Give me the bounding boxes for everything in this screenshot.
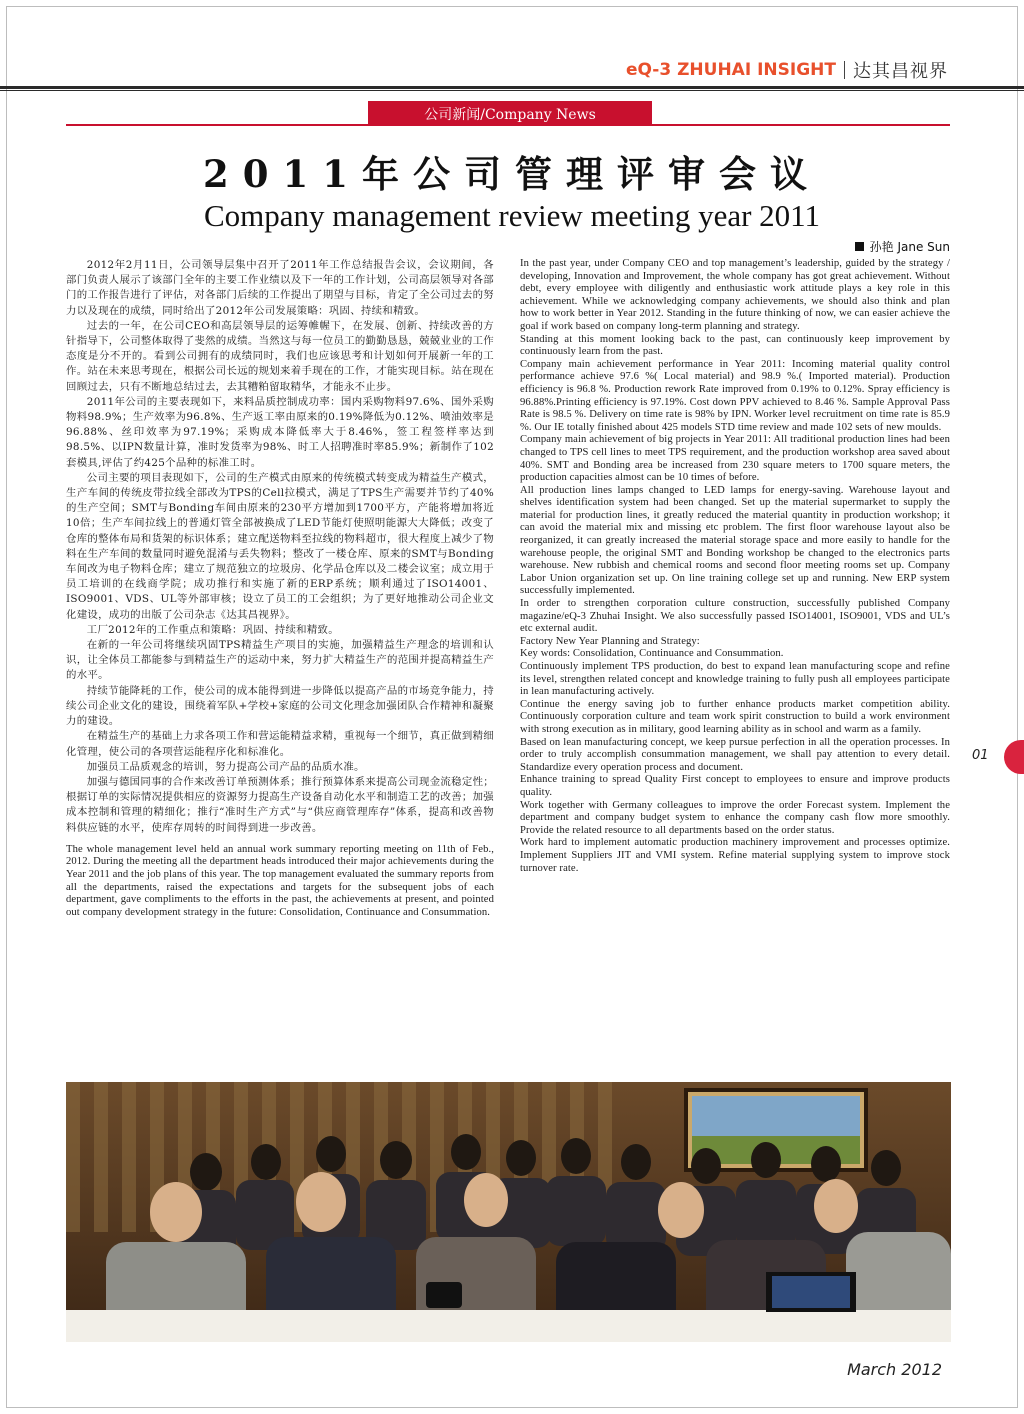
byline-square-icon [855,242,864,251]
en-paragraph: Factory New Year Planning and Strategy: [520,635,700,647]
cn-paragraph: 加强员工品质观念的培训，努力提高公司产品的品质水准。 [86,760,365,773]
en-paragraph: In the past year, under Company CEO and top management’s leadership, guided by the strategy / developing, Innovation and Improvement, the whole company has got great achievement. Without debt, every employee with diligently and enthusiastic work attitude plays a key role in this achievement. While we acknowledging company achievements, we should also think and plan how to work better in Year 2012. Standing in the future thinking of now, we can easier achieve the goal if work based on company long-term planning and strategy. [520,258,950,332]
en-paragraph: Based on lean manufacturing concept, we keep pursue perfection in all the operation processes. In order to truly accomplish consummation management, we shall pay attention to every detail. Standardize every operation process and document. [520,736,950,773]
en-summary-paragraph: The whole management level held an annual work summary reporting meeting on 11th of Feb., 2012. During the meeting all the department heads introduced their major achievements during the Year 2011 and the job plans of this year. The top management evaluated the summary reports from all the departments, raised the expectations and targets for the subsequent jobs of each department, gave compliments to the efforts in the past, the achievements at present, and pointed out company development strategy in the future: Consolidation, Continuance and Consummation. [66,843,494,918]
header-divider [844,61,845,79]
en-paragraph: Continue the energy saving job to further enhance products market competition ability. Continuously corporation culture and team work spirit construction to build a work environment with strong execution as in military, good learning ability as in school and warm as a family. [520,698,950,735]
en-paragraph: Company main achievement performance in Year 2011: Incoming material quality control performance achieve 97.6 %( Local material) and 98.9 %.( Imported material). Production efficiency is 96.8 %. Production rework Rate improved from 0.19% to 0.12%. Spray efficiency is 96.88%.Printing efficiency is 97.19%. Cost down PPV achieved to 8.46 %. Sample Approval Pass Rate is 98.5 %. Delivery on time rate is 98% by IPN. Worker level recruitment on time rate is 85.9 %. Our IE totally finished about 425 models STD time review and made 102 sets of new moulds. [520,358,950,433]
cn-paragraph: 加强与德国同事的合作来改善订单预测体系；推行预算体系来提高公司现金流稳定性；根据订单的实际情况提供相应的资源努力提高生产设备自动化水平和制造工艺的改善；加强成本控制和管理的精细化；推行“准时生产方式”与“供应商管理库存”体系，提高和改善物料供应链的水平，使库存周转的时间得到进一步改善。 [66,775,494,834]
brand-en: eQ-3 ZHUHAI INSIGHT [626,60,836,80]
author: 孙艳 Jane Sun [869,240,950,254]
cn-paragraph: 持续节能降耗的工作，使公司的成本能得到进一步降低以提高产品的市场竞争能力，持续公司企业文化的建设，围绕着军队+学校+家庭的公司文化理念加强团队合作精神和凝聚力的建设。 [66,684,494,728]
meeting-photo [66,1082,951,1342]
left-column [66,258,494,1072]
en-paragraph: All production lines lamps changed to LED lamps for energy-saving. Warehouse layout and shelves identification system had been changed. Set up the material supermarket to supply the material for production lines, it greatly reduced the material quantity in production workshop; it can avoid the material mix and missing etc problem. The first floor warehouse layout also be reorganized, it can greatly increased the material storage space and more easily to handle for the warehouse people, the original SMT and Bonding workshop be changed to the electronics parts warehouse. New rubbish and chemical rooms and second floor meeting rooms set up. Company Labor Union organization set up. On line training college set up and running. New ERP system successfully implemented. [520,484,950,597]
footer-date: March 2012 [847,1360,942,1379]
cn-paragraph: 2011年公司的主要表现如下，来料品质控制成功率：国内采购物料97.6%、国外采购物料98.9%；生产效率为96.8%、生产返工率由原来的0.19%降低为0.12%、喷油效率是96.88%、丝印效率为97.19%；采购成本降低率大于8.46%，签工程签样率达到98.5%、以IPN数量计算，准时发货率为98%、时工人招聘准时率85.9%；新制作了102套模具,评估了约425个品种的标准工时。 [66,395,494,469]
cn-paragraph: 在新的一年公司将继续巩固TPS精益生产项目的实施，加强精益生产理念的培训和认识，让全体员工都能参与到精益生产的运动中来，努力扩大精益生产的范围并提高精益生产的水平。 [66,639,494,682]
en-paragraph: Standing at this moment looking back to the past, can continuously keep improvement by continuously learn from the past. [520,333,950,358]
brand-cn: 达其昌视界 [853,61,948,82]
en-paragraph: Work hard to implement automatic production machinery improvement and processes optimize. Implement Suppliers JIT and VMI system. Refine material supplying system to improve stock turnover rate. [520,837,950,874]
meeting-photo-illustration [66,1082,951,1342]
cn-paragraph: 在精益生产的基础上力求各项工作和营运能精益求精，重视每一个细节，真正做到精细化管理，使公司的各项营运能程序化和标准化。 [66,730,494,758]
en-paragraph: In order to strengthen corporation culture construction, successfully published Company magazine/eQ-3 Zhuhai Insight. We also successfully passed ISO14001, ISO9001, VDS and UL’s etc external audit. [520,598,950,635]
en-paragraph: Work together with Germany colleagues to improve the order Forecast system. Implement the department and company budget system to enhance the company cash flow more smoothly. Provide the related resource to all departments based on the order status. [520,799,950,836]
page-header [626,58,948,82]
page-number: 01 [972,748,989,763]
header-rule [0,86,1024,89]
right-column [520,258,950,1072]
cn-paragraph: 公司主要的项目表现如下，公司的生产模式由原来的传统模式转变成为精益生产模式，生产车间的传统皮带拉线全部改为TPS的Cell拉模式，满足了TPS生产需要并节约了40%的生产空间；SMT与Bonding车间由原来的230平方增加到1700平方，产能将增加将近10倍；生产车间拉线上的普通灯管全部被换成了LED节能灯使照明能源大大降低；改变了仓库的整体布局和货架的标识体系；建立配送物料至拉线的物料超市，很大程度上减少了物料在生产车间的数量同时避免混淆与丢失物料；整改了一楼仓库、原来的SMT与Bonding车间改为电子物料仓库；建立了规范独立的垃圾房、化学品仓库以及二楼会议室；成立用于员工培训的在线商学院；成功推行和实施了新的ERP系统；顺利通过了ISO14001、ISO9001、VDS、UL等外部审核；设立了员工的工会组织；为了更好地推动公司企业文化建设，成功的出版了公司杂志《达其昌视界》。 [66,471,494,621]
cn-paragraph: 2012年2月11日，公司领导层集中召开了2011年工作总结报告会议，会议期间，各部门负责人展示了该部门全年的主要工作业绩以及下一年的工作计划，公司高层领导对各部门的工作报告进行了评估，对各部门后续的工作提出了期望与目标，肯定了全公司过去的努力以及现在的成绩，同时给出了2012年公司发展策略：巩固、持续和精致。 [66,259,494,317]
en-paragraph: Enhance training to spread Quality First concept to employees to ensure and improve products quality. [520,774,950,798]
en-paragraph: Continuously implement TPS production, do best to expand lean manufacturing scope and refine its level, strengthen related concept and knowledge training to fully push all employees participate in lean manufacturing actively. [520,661,950,698]
en-paragraph: Key words: Consolidation, Continuance and Consummation. [520,648,784,660]
cn-paragraph: 工厂2012年的工作重点和策略：巩固、持续和精致。 [86,623,339,636]
cn-paragraph: 过去的一年，在公司CEO和高层领导层的运筹帷幄下，在发展、创新、持续改善的方针指导下，公司整体取得了斐然的成绩。当然这与每一位员工的勤勤恳恳，兢兢业业的工作态度是分不开的。看到公司拥有的成绩同时，我们也应该思考和计划如何开展新一年的工作。站在未来思考现在，根据公司长远的规划来着手现在的工作，才能实现目标。站在现在回顾过去，只有不断地总结过去，去其糟粕留取精华，才能永不止步。 [66,319,494,393]
title-en: Company management review meeting year 2011 [203,198,821,233]
title-cn: 2011年公司管理评审会议 [203,152,821,196]
section-label: 公司新闻/Company News [368,101,652,126]
byline [855,238,950,255]
header-rule-thin [0,90,1024,91]
en-paragraph: Company main achievement of big projects in Year 2011: All traditional production lines had been changed to TPS cell lines to meet TPS requirement, and the production workshop area saved about 40%. SMT and Bonding area be increased from 230 square meters to 1700 square meters, the production capacities almost can be 10 times of before. [520,434,950,484]
